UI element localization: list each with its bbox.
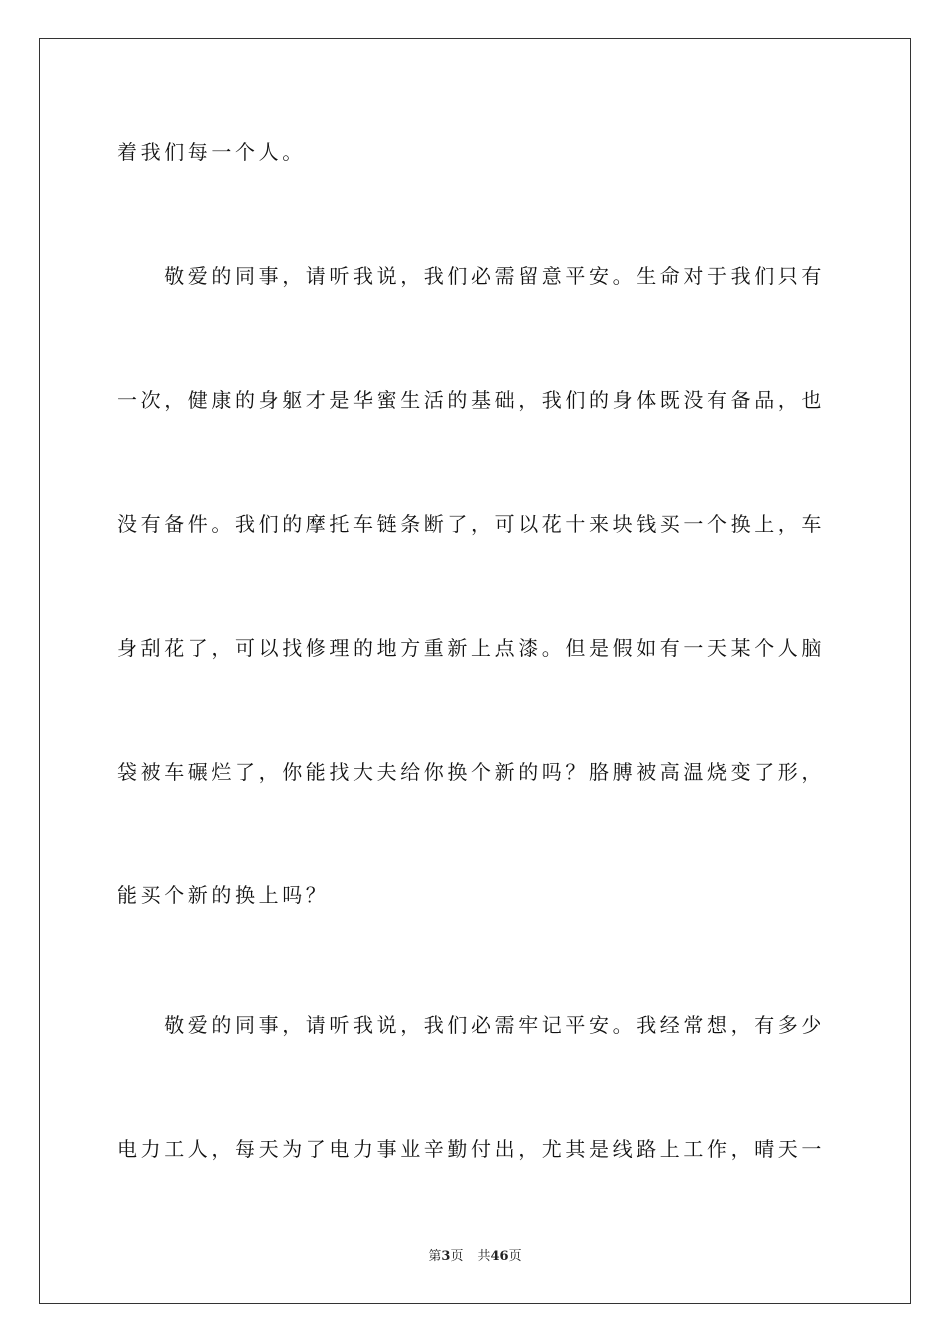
text-line: 电力工人，每天为了电力事业辛勤付出，尤其是线路上工作，晴天一 xyxy=(117,1137,825,1161)
page-number: 3 xyxy=(441,1249,451,1264)
text-line: 袋被车碾烂了，你能找大夫给你换个新的吗？胳膊被高温烧变了形， xyxy=(117,760,825,784)
total-prefix: 共 xyxy=(477,1249,491,1264)
total-suffix: 页 xyxy=(508,1249,522,1264)
total-pages: 46 xyxy=(490,1249,509,1264)
page-prefix: 第 xyxy=(428,1249,442,1264)
page-footer xyxy=(0,1248,950,1266)
text-line: 能买个新的换上吗？ xyxy=(117,883,330,907)
text-line: 敬爱的同事，请听我说，我们必需牢记平安。我经常想，有多少 xyxy=(117,1013,825,1037)
text-line: 着我们每一个人。 xyxy=(117,140,306,164)
text-line: 一次，健康的身躯才是华蜜生活的基础，我们的身体既没有备品，也 xyxy=(117,388,825,412)
text-line: 没有备件。我们的摩托车链条断了，可以花十来块钱买一个换上，车 xyxy=(117,512,825,536)
text-line: 敬爱的同事，请听我说，我们必需留意平安。生命对于我们只有 xyxy=(117,264,825,288)
text-line: 身刮花了，可以找修理的地方重新上点漆。但是假如有一天某个人脑 xyxy=(117,636,825,660)
page-suffix: 页 xyxy=(450,1249,464,1264)
page-border xyxy=(39,38,911,1304)
